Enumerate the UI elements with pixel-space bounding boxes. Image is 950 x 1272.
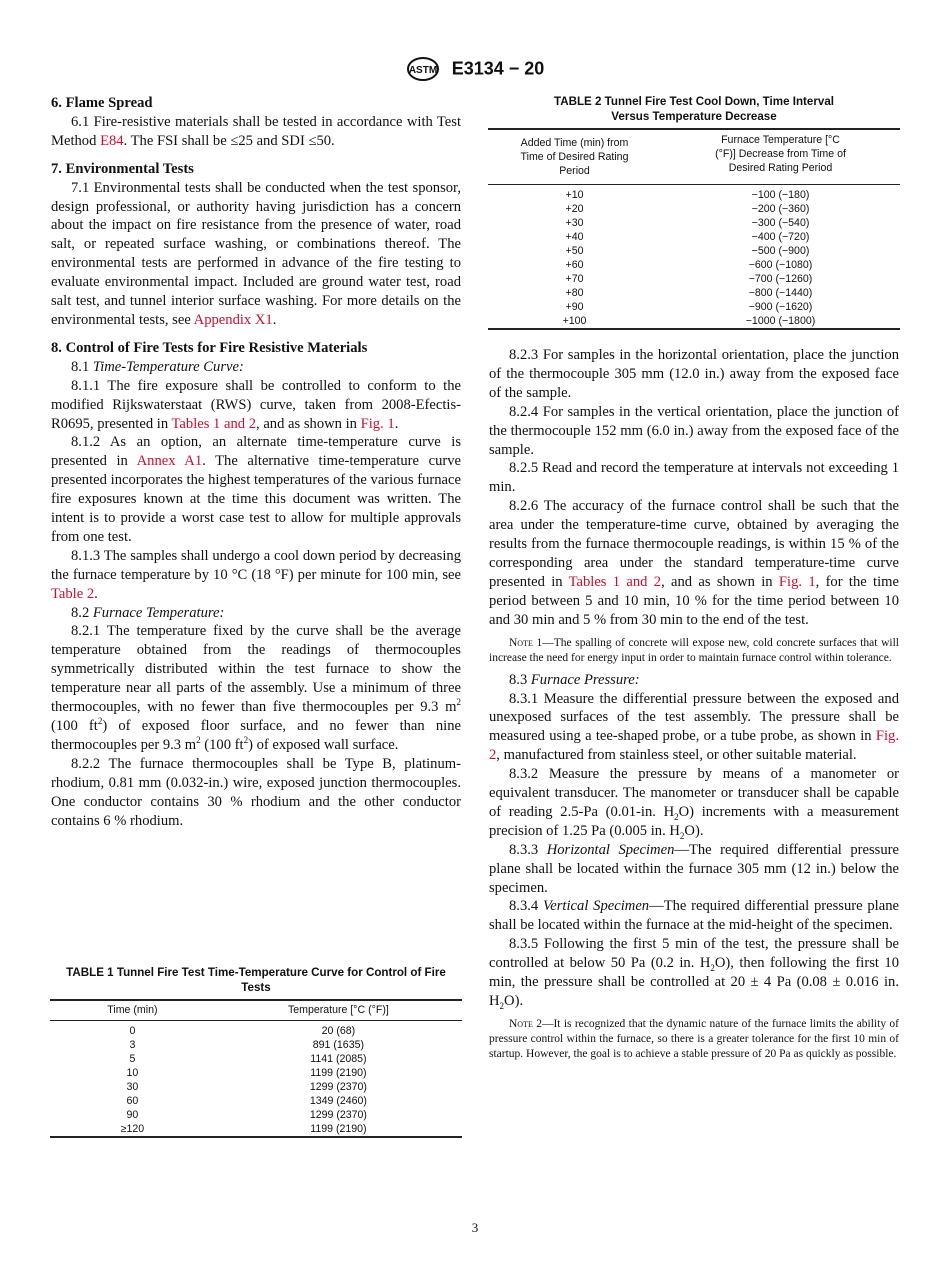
cross-reference-link[interactable]: E84 [100, 132, 124, 149]
text-run: 2 [499, 1000, 505, 1011]
text-run: Note [509, 1017, 533, 1030]
paragraph [51, 113, 461, 151]
text-run: 8.1.2 As an option, an alternate time-temperature curve is presented in [51, 434, 461, 470]
cross-reference-link[interactable]: Fig. 1 [778, 573, 816, 590]
table-2-header-temperature-decrease: Furnace Temperature [°C (°F)] Decrease from Time of Desired Rating Period [661, 129, 900, 185]
text-run: 2 [674, 811, 679, 822]
text-run: . The FSI shall be ≤25 and SDI ≤50. [123, 132, 335, 149]
table-cell: 90 [126, 1109, 139, 1121]
left-column [51, 94, 461, 830]
text-run: 8.2.1 The temperature fixed by the curve shall be the average temperature obtained from the readings of thermocouples symmetrically distributed within the test furnace to show the temperature near all parts of the assembly. Use a minimum of three thermocouples, with no fewer than five thermocouples per 9.3 m [51, 623, 461, 716]
paragraph [489, 671, 899, 690]
table-cell: +100 [562, 315, 587, 327]
table-row [488, 185, 900, 203]
table-cell: +70 [565, 273, 584, 285]
table-cell: −300 (−540) [751, 217, 810, 229]
table-row [488, 216, 900, 230]
text-run: . [272, 311, 277, 328]
text-run: O). [504, 993, 524, 1009]
paragraph [51, 622, 461, 754]
paragraph [489, 765, 899, 841]
table-cell: 1299 (2370) [309, 1109, 367, 1121]
text-run: 6. Flame Spread [51, 95, 153, 111]
text-run: , for the time period between 5 and 10 min, 10 % for the time period between 10 and 30 min and 5 % from 30 min to the end of the test. [489, 573, 899, 628]
section-heading [51, 160, 461, 179]
table-cell: +60 [565, 259, 584, 271]
cross-reference-link[interactable]: Table 2 [51, 585, 95, 602]
table-row [50, 1080, 462, 1094]
cross-reference-link[interactable]: Tables 1 and 2 [568, 573, 662, 590]
table-cell: 0 [129, 1025, 136, 1037]
paragraph [489, 690, 899, 766]
table-row [488, 314, 900, 329]
text-run: Vertical Specimen [542, 898, 650, 915]
table-cell: −700 (−1260) [748, 273, 813, 285]
text-run: —The required differential pressure plane shall be located within the furnace 305 mm (12 in.) below the specimen. [489, 841, 899, 896]
table-cell: 1141 (2085) [310, 1053, 367, 1065]
text-run: 8.3.1 Measure the differential pressure between the exposed and unexposed surfaces of the test assembly. The pressure shall be measured using a tee-shaped probe, or a tube probe, as shown in [489, 690, 899, 745]
paragraph [51, 604, 461, 623]
text-run: 6.1 Fire-resistive materials shall be tested in accordance with Test Method [51, 113, 461, 149]
text-run: , and as shown in [661, 573, 779, 590]
table-cell: 1199 (2190) [310, 1123, 367, 1135]
text-run: 2 [710, 963, 715, 974]
text-run: 8.2.3 For samples in the horizontal orientation, place the junction of the thermocouple 305 mm (12.0 in.) away from the exposed face of the sample. [489, 347, 899, 401]
text-run: , and as shown in [256, 415, 361, 432]
cross-reference-link[interactable]: Appendix X1 [193, 311, 273, 328]
text-run: 8.1 [71, 358, 93, 375]
note [489, 636, 899, 666]
text-run: 2—It is recognized that the dynamic nature of the furnace limits the ability of pressure control within the furnace, so there is a greater tolerance for the first 10 min of startup. However, the goal is to achieve a stable pressure of 20 Pa as quickly as possible. [489, 1017, 899, 1060]
page-header [0, 56, 950, 82]
table-cell: −100 (−180) [751, 189, 810, 201]
table-cell: 10 [126, 1067, 139, 1079]
table-cell: +40 [565, 231, 584, 243]
text-run: Furnace Temperature: [92, 604, 225, 621]
text-run: Time-Temperature Curve: [92, 358, 244, 375]
text-run: (100 ft [200, 736, 244, 753]
text-run: O). [684, 822, 704, 839]
paragraph [489, 841, 899, 898]
astm-logo-icon [406, 56, 440, 82]
table-row [488, 244, 900, 258]
paragraph [489, 897, 899, 935]
spacer [51, 151, 461, 160]
paragraph [51, 547, 461, 604]
text-run: 8.2.6 The accuracy of the furnace control shall be such that the area under the temperature-time curve, obtained by averaging the results from the furnace thermocouple readings, is within 15 % of the corresponding area under the standard temperature-time curve presented in [489, 498, 899, 590]
text-run: O), then following the first 10 min, the pressure shall be controlled at 20 ± 4 Pa (0.08 ± 0.016 in. H [489, 955, 899, 1009]
text-run: , manufactured from stainless steel, or other suitable material. [496, 747, 857, 764]
table-cell: +50 [565, 245, 584, 257]
paragraph [51, 433, 461, 546]
table-cell: −400 (−720) [751, 231, 810, 243]
text-run: ) of exposed floor surface, and no fewer than nine thermocouples per 9.3 m [51, 718, 461, 753]
table-cell: +10 [565, 189, 584, 201]
table-row [488, 286, 900, 300]
text-run: 1—The spalling of concrete will expose new, cold concrete surfaces that will increase the need for energy input in order to maintain furnace control within tolerance. [489, 636, 899, 664]
table-1-caption: TABLE 1 Tunnel Fire Test Time-Temperature Curve for Control of Fire Tests [66, 966, 446, 994]
text-run: 8.3.4 [509, 898, 543, 915]
table-1-header-time: Time (min) [50, 1000, 215, 1021]
table-cell: 30 [126, 1081, 139, 1093]
text-run: . The alternative time-temperature curve presented incorporates the highest temperatures of the various furnace fire exposures known at the time this document was written. The intent is to provide a worst case test to allow for multiple approvals from one test. [51, 453, 461, 545]
paragraph [489, 459, 899, 497]
table-row [488, 272, 900, 286]
table-cell: +90 [565, 301, 584, 313]
cross-reference-link[interactable]: Annex A1 [136, 453, 203, 470]
text-run: 8.3.2 Measure the pressure by means of a manometer or equivalent transducer. The manometer or transducer shall be capable of reading 2.5-Pa (0.01-in. H [489, 766, 899, 820]
text-run: 2 [243, 735, 249, 746]
table-cell: 20 (68) [321, 1025, 356, 1037]
table-cell: +20 [565, 203, 584, 215]
paragraph [51, 755, 461, 831]
table-row [50, 1108, 462, 1122]
text-run: . [394, 415, 399, 432]
paragraph [51, 179, 461, 330]
svg-text:ASTM: ASTM [408, 65, 437, 76]
paragraph [489, 935, 899, 1011]
document-designation: E3134 − 20 [451, 58, 545, 79]
table-row [488, 202, 900, 216]
table-1-header-temperature: Temperature [°C (°F)] [215, 1000, 462, 1021]
table-cell: 1299 (2370) [309, 1081, 367, 1093]
paragraph [51, 377, 461, 434]
table-2-header-added-time: Added Time (min) from Time of Desired Rating Period [488, 129, 661, 185]
table-row [488, 258, 900, 272]
text-run: 8.2.2 The furnace thermocouples shall be Type B, platinum-rhodium, 0.81 mm (0.032-in.) wire, exposed junction thermocouples. One conductor contains 30 % rhodium and the other conductor contains 6 % rhodium. [51, 755, 461, 829]
page-number: 3 [471, 1220, 479, 1235]
table-row [50, 1094, 462, 1108]
text-run: . [94, 585, 98, 602]
table-cell: +30 [565, 217, 584, 229]
text-run: 8.1.1 The fire exposure shall be controlled to conform to the modified Rijkswaterstaat (RWS) curve, taken from 2008-Efectis-R0695, presented in [51, 377, 461, 432]
right-column [489, 346, 899, 1067]
table-row [488, 300, 900, 314]
text-run: 2 [456, 697, 461, 708]
table-cell: −1000 (−1800) [745, 315, 816, 327]
paragraph [51, 358, 461, 377]
spacer [51, 330, 461, 339]
table-2 [488, 95, 900, 330]
text-run: (100 ft [51, 718, 98, 734]
text-run: 2 [97, 716, 103, 727]
text-run: Note [509, 636, 533, 649]
section-heading [51, 94, 461, 113]
table-row [50, 1021, 462, 1039]
text-run: 8.2.5 Read and record the temperature at intervals not exceeding 1 min. [489, 460, 899, 496]
table-cell: +80 [565, 287, 584, 299]
text-run: 2 [196, 735, 201, 746]
table-row [50, 1066, 462, 1080]
table-row [50, 1052, 462, 1066]
table-cell: −800 (−1440) [748, 287, 813, 299]
table-cell: ≥120 [120, 1123, 145, 1135]
text-run: Horizontal Specimen [546, 841, 675, 858]
text-run: ) of exposed wall surface. [248, 736, 399, 753]
paragraph [489, 403, 899, 460]
table-cell: 5 [129, 1053, 136, 1065]
paragraph [489, 346, 899, 403]
paragraph [489, 497, 899, 629]
text-run: 8.1.3 The samples shall undergo a cool down period by decreasing the furnace temperature by 10 °C (18 °F) per minute for 100 min, see [51, 547, 461, 583]
text-run: 8.3.5 Following the first 5 min of the test, the pressure shall be controlled at below 50 Pa (0.2 in. H [489, 936, 899, 972]
table-cell: 891 (1635) [312, 1039, 365, 1051]
text-run: 8.2.4 For samples in the vertical orientation, place the junction of the thermocouple 152 mm (6.0 in.) away from the exposed face of the sample. [489, 403, 899, 458]
text-run: 8.3 [509, 671, 531, 688]
text-run: 8. Control of Fire Tests for Fire Resistive Materials [51, 339, 368, 356]
text-run: 2 [679, 830, 685, 841]
table-2-caption: TABLE 2 Tunnel Fire Test Cool Down, Time Interval Versus Temperature Decrease [554, 95, 834, 123]
table-1 [50, 966, 462, 1138]
text-run: 7.1 Environmental tests shall be conducted when the test sponsor, design professional, or authority having jurisdiction has a concern about the impact on fire resistance from the presence of water, road salt, or repeated surface washing, or combinations thereof. The environmental tests are performed in advance of the fire testing to evaluate environmental impact. Included are ground water test, road salt test, and tunnel interior surface washing. For more details on the environmental tests, see [51, 179, 461, 328]
table-row [488, 230, 900, 244]
table-cell: −500 (−900) [751, 245, 810, 257]
table-cell: −900 (−1620) [748, 301, 813, 313]
text-run: 8.2 [71, 604, 93, 621]
table-cell: 1349 (2460) [309, 1095, 367, 1107]
text-run: Furnace Pressure: [530, 671, 640, 688]
table-cell: −600 (−1080) [748, 259, 813, 271]
table-cell: −200 (−360) [751, 203, 810, 215]
table-row [50, 1038, 462, 1052]
text-run: —The required differential pressure plane shall be located within the furnace at the mid-height of the specimen. [489, 898, 899, 934]
text-run: 8.3.3 [509, 841, 547, 858]
cross-reference-link[interactable]: Tables 1 and 2 [171, 415, 257, 432]
table-cell: 1199 (2190) [310, 1067, 367, 1079]
text-run: 7. Environmental Tests [51, 160, 194, 177]
table-row [50, 1122, 462, 1137]
table-cell: 3 [129, 1039, 136, 1051]
section-heading [51, 339, 461, 358]
table-cell: 60 [126, 1095, 139, 1107]
cross-reference-link[interactable]: Fig. 2 [489, 728, 899, 764]
text-run: O) increments with a measurement precision of 1.25 Pa (0.005 in. H [489, 803, 899, 839]
cross-reference-link[interactable]: Fig. 1 [360, 415, 395, 432]
note [489, 1017, 899, 1062]
